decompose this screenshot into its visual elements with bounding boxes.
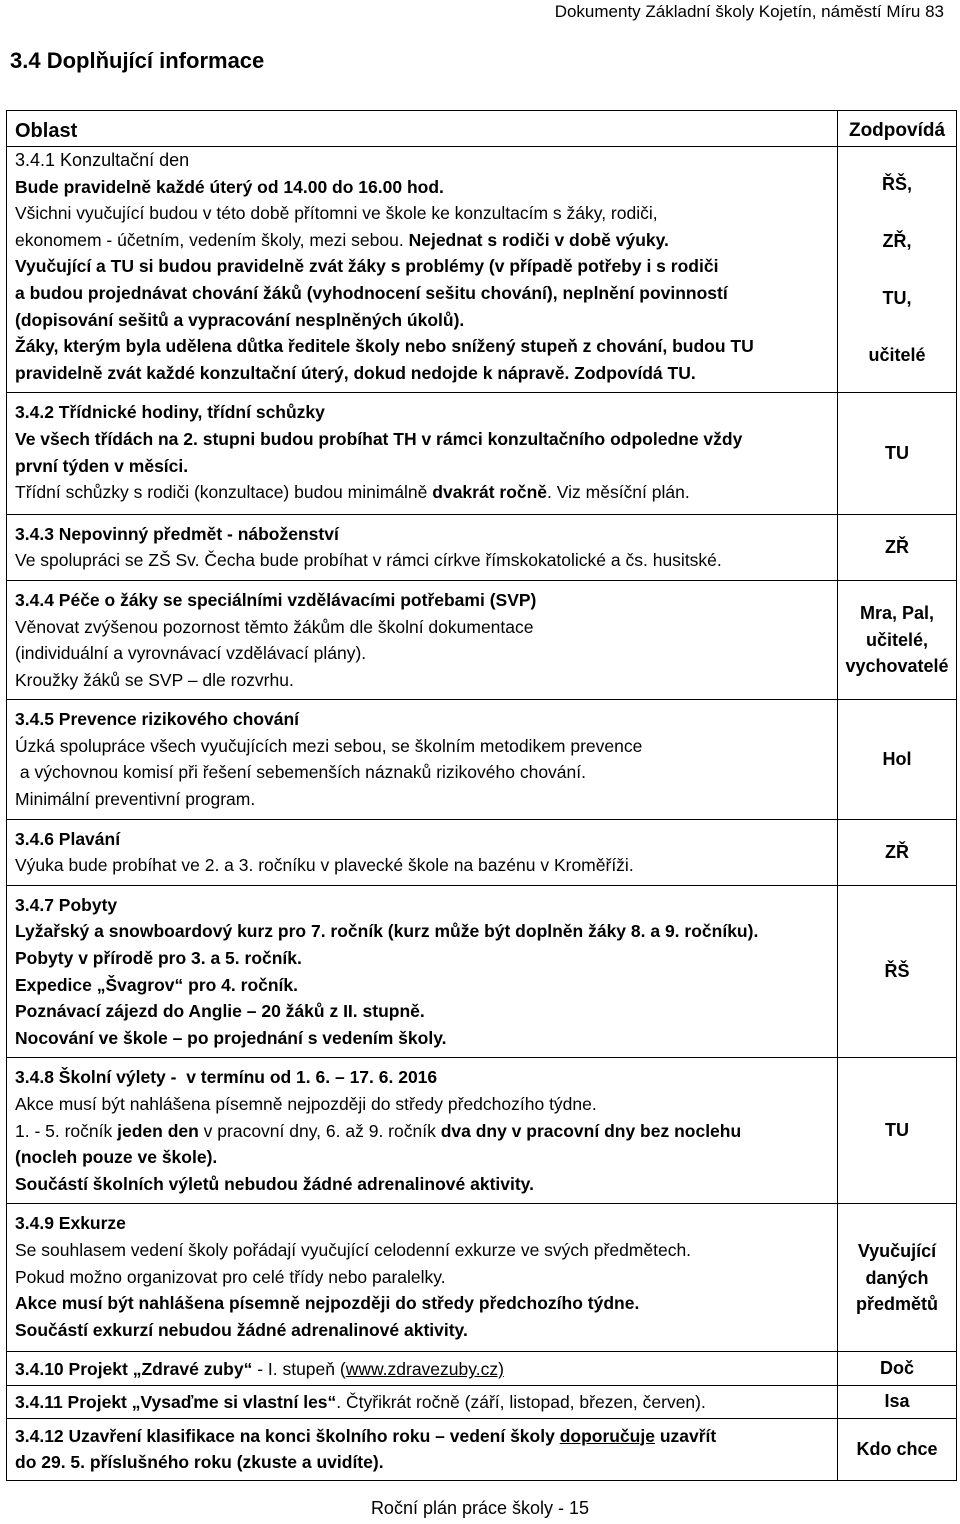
page-footer: Roční plán práce školy - 15	[370, 1498, 590, 1518]
section-title: 3.4 Doplňující informace	[10, 48, 265, 73]
table-row: 3.4.7 Pobyty Lyžařský a snowboardový kurz pro 7. ročník (kurz může být doplněn žáky 8. a 9. ročníku). Pobyty v přírodě pro 3. a 5. ročník. Expedice „Švagrov“ pro 4. ročník. Poznávací zájezd do Anglie – 20 žáků z II. stupně. Nocování ve škole – po projednání s vedením školy. ŘŠ	[7, 885, 957, 1058]
responsible-cell: ŘŠ, ZŘ, TU, učitelé	[838, 147, 957, 393]
table-header-row	[7, 111, 957, 147]
table-row: 3.4.12 Uzavření klasifikace na konci školního roku – vedení školy doporučuje uzavřít do 29. 5. příslušného roku (zkuste a uvidíte). Kdo chce	[7, 1418, 957, 1480]
responsible-cell: Vyučující daných předmětů	[838, 1204, 957, 1352]
responsible-cell: Mra, Pal, učitelé, vychovatelé	[838, 580, 957, 699]
info-table	[6, 110, 957, 1481]
row-title: 3.4.8 Školní výlety - v termínu od 1. 6. – 17. 6. 2016	[15, 1067, 438, 1088]
table-row: 3.4.8 Školní výlety - v termínu od 1. 6. – 17. 6. 2016 Akce musí být nahlášena písemně nejpozději do středy předchozího týdne. 1. - 5. ročník jeden den v pracovní dny, 6. až 9. ročník dva dny v pracovní dny bez noclehu (nocleh pouze ve škole). Součástí školních výletů nebudou žádné adrenalinové aktivity. TU	[7, 1058, 957, 1204]
table-row: 3.4.5 Prevence rizikového chování Úzká spolupráce všech vyučujících mezi sebou, se školním metodikem prevence a výchovnou komisí při řešení sebemenších náznaků rizikového chování. Minimální preventivní program. Hol	[7, 700, 957, 819]
responsible-cell: Kdo chce	[838, 1418, 957, 1480]
responsible-cell: Isa	[838, 1385, 957, 1418]
document-header: Dokumenty Základní školy Kojetín, náměstí Míru 83	[554, 2, 944, 21]
responsible-cell: TU	[838, 1058, 957, 1204]
table-row: 3.4.2 Třídnické hodiny, třídní schůzky Ve všech třídách na 2. stupni budou probíhat TH v rámci konzultačního odpoledne vždy první týden v měsíci. Třídní schůzky s rodiči (konzultace) budou minimálně dvakrát ročně. Viz měsíční plán. TU	[7, 393, 957, 514]
responsible-cell: Hol	[838, 700, 957, 819]
table-row: 3.4.9 Exkurze Se souhlasem vedení školy pořádají vyučující celodenní exkurze ve svých předmětech. Pokud možno organizovat pro celé třídy nebo paralelky. Akce musí být nahlášena písemně nejpozději do středy předchozího týdne. Součástí exkurzí nebudou žádné adrenalinové aktivity. Vyučující daných předmětů	[7, 1204, 957, 1352]
row-title: 3.4.6 Plavání	[15, 828, 121, 849]
row-title: 3.4.4 Péče o žáky se speciálními vzdělávacími potřebami (SVP)	[15, 589, 537, 610]
responsible-cell: ZŘ	[838, 514, 957, 580]
row-title: 3.4.9 Exkurze	[15, 1213, 126, 1234]
row-title: 3.4.5 Prevence rizikového chování	[15, 709, 300, 730]
responsible-cell: Doč	[838, 1352, 957, 1386]
column-header-responsible: Zodpovídá	[848, 120, 946, 141]
table-row: 3.4.6 Plavání Výuka bude probíhat ve 2. a 3. ročníku v plavecké škole na bazénu v Kroměříži. ZŘ	[7, 819, 957, 885]
responsible-cell: ZŘ	[838, 819, 957, 885]
row-title: 3.4.1 Konzultační den	[15, 150, 190, 170]
table-row: 3.4.10 Projekt „Zdravé zuby“ - I. stupeň (www.zdravezuby.cz) Doč	[7, 1352, 957, 1386]
row-title: 3.4.2 Třídnické hodiny, třídní schůzky	[15, 402, 325, 423]
table-row: 3.4.3 Nepovinný předmět - náboženství Ve spolupráci se ZŠ Sv. Čecha bude probíhat v rámci církve římskokatolické a čs. husitské. ZŘ	[7, 514, 957, 580]
table-row: 3.4.11 Projekt „Vysaďme si vlastní les“. Čtyřikrát ročně (září, listopad, březen, červen). Isa	[7, 1385, 957, 1418]
column-header-area: Oblast	[15, 120, 78, 142]
table-row: 3.4.1 Konzultační den Bude pravidelně každé úterý od 14.00 do 16.00 hod. Všichni vyučující budou v této době přítomni ve škole ke konzultacím s žáky, rodiči, ekonomem - účetním, vedením školy, mezi sebou. Nejednat s rodiči v době výuky. Vyučující a TU si budou pravidelně zvát žáky s problémy (v případě potřeby i s rodiči a budou projednávat chování žáků (vyhodnocení sešitu chování), neplnění povinností (dopisování sešitů a vypracování nesplněných úkolů). Žáky, kterým byla udělena důtka ředitele školy nebo snížený stupeň z chování, budou TU pravidelně zvát každé konzultační úterý, dokud nedojde k nápravě. Zodpovídá TU. ŘŠ, ZŘ, TU, učitelé	[7, 147, 957, 393]
responsible-cell: TU	[838, 393, 957, 514]
row-title: 3.4.7 Pobyty	[15, 894, 118, 915]
table-row: 3.4.4 Péče o žáky se speciálními vzdělávacími potřebami (SVP) Věnovat zvýšenou pozornost těmto žákům dle školní dokumentace (individuální a vyrovnávací vzdělávací plány). Kroužky žáků se SVP – dle rozvrhu. Mra, Pal, učitelé, vychovatelé	[7, 580, 957, 699]
responsible-cell: ŘŠ	[838, 885, 957, 1058]
row-title: 3.4.3 Nepovinný předmět - náboženství	[15, 523, 339, 544]
project-link[interactable]: www.zdravezuby.cz)	[345, 1359, 504, 1380]
